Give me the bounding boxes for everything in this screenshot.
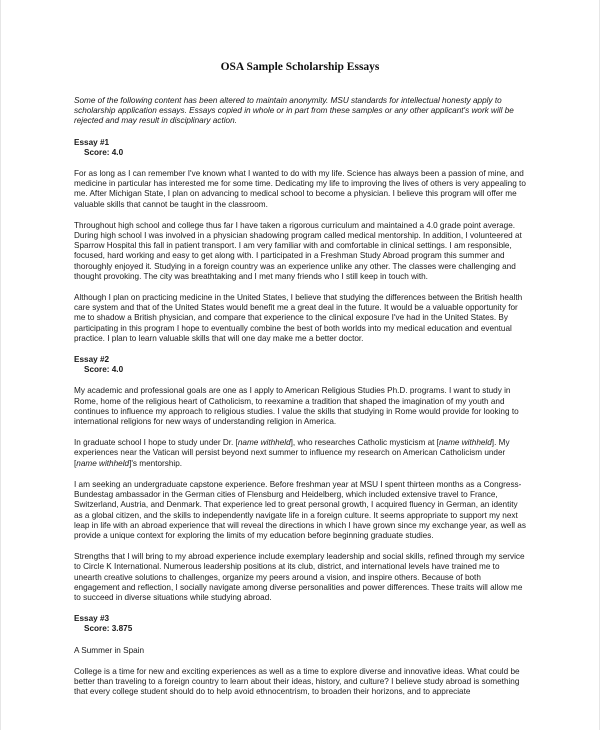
intro-disclaimer: Some of the following content has been altered to maintain anonymity. MSU standards for intellectual honesty apply to scholarship application essays. Essays copied in whole or in part from these samples or any other applicant's work will be rejected and may result in disciplinary action. <box>74 96 514 126</box>
essay-1-paragraph-3: Although I plan on practicing medicine in the United States, I believe that studying the differences between the British health care system and that of the United States would benefit me a great deal in the future. It would be a valuable opportunity for me to shadow a British physician, and compare that experience to the clinical exposure I've had in the United States. By participating in this program I hope to eventually combine the best of both worlds into my medical education and eventual practice. I plan to learn valuable skills that will one day make me a better doctor. <box>74 293 523 343</box>
essay-3-score: Score: 3.875 <box>84 624 133 634</box>
essay-2-paragraph-1: My academic and professional goals are one as I apply to American Religious Studies Ph.D. programs. I want to study in Rome, home of the religious heart of Catholicism, to reexamine a tradition that shaped the imagination of my youth and continues to influence my approach to religious studies. I value the skills that studying in Rome would provide for looking to international religions for new ways of understanding religion in America. <box>74 386 519 427</box>
essay-1-header <box>74 138 526 158</box>
essay-2-p2-text-b: ], who researches Catholic mysticism at [ <box>290 438 439 448</box>
essay-2-paragraph-4: Strengths that I will bring to my abroad experience include exemplary leadership and social skills, refined through my service to Circle K International. Numerous leadership positions at its club, district, and international levels have trained me to unearth creative solutions to challenges, organize my peers around a vision, and inspire others. Because of both engagement and reflection, I socially navigate among diverse personalities and power differences. These traits will allow me to succeed in diverse situations while studying abroad. <box>74 552 525 602</box>
essay-3-header <box>74 614 526 634</box>
essay-1-score: Score: 4.0 <box>84 147 124 157</box>
essay-3-paragraph-1: College is a time for new and exciting experiences as well as a time to explore diverse and innovative ideas. What could be better than traveling to a foreign country to learn about their ideas, history, and culture? I believe study abroad is something that every college student should do to help avoid ethnocentrism, to broaden their horizons, and to appreciate <box>74 666 520 697</box>
document-title: OSA Sample Scholarship Essays <box>220 61 380 73</box>
essay-2-p2-text-c: ]. My experiences near the Vatican will persist beyond next summer to influence my research on American Catholicism under [ <box>74 438 510 468</box>
essay-2-header <box>74 355 526 375</box>
essay-2-p2-text-a: In graduate school I hope to study under Dr. [ <box>74 438 238 448</box>
essay-3-subtitle: A Summer in Spain <box>74 645 145 655</box>
essay-2-paragraph-2 <box>74 438 526 469</box>
withheld-name-2: name withheld <box>439 438 492 448</box>
essay-2-p2-text-d: ]'s mentorship. <box>129 458 183 468</box>
withheld-name-3: name withheld <box>76 458 130 468</box>
withheld-name-1: name withheld <box>237 438 291 448</box>
essay-2-paragraph-3: I am seeking an undergraduate capstone experience. Before freshman year at MSU I spent thirteen months as a Congress-Bundestag ambassador in the German cities of Flensburg and Heidelberg, which included extensive travel to France, Switzerland, Austria, and Denmark. That experience led to great personal growth, I acquired fluency in German, an identity as a global citizen, and the skills to independently navigate life in a foreign culture. It seems appropriate to support my next leap in life with an abroad experience that will reveal the directions in which I have grown since my exchange year, as well as provide a unique context for exploring the limits of my education before beginning graduate studies. <box>74 479 526 540</box>
essay-2-score: Score: 4.0 <box>84 365 124 375</box>
essay-1-paragraph-2: Throughout high school and college thus far I have taken a rigorous curriculum and maintained a 4.0 grade point average. During high school I was involved in a physician shadowing program called medical mentorship. In addition, I volunteered at Sparrow Hospital this fall in patient transport. I am very familiar with and comfortable in clinical settings. I am responsible, focused, hard working and easy to get along with. I participated in a Freshman Study Abroad program this summer and thoroughly enjoyed it. Studying in a foreign country was an experience unlike any other. The classes were challenging and thought provoking. The city was breathtaking and I met many friends who I still keep in touch with. <box>74 220 522 281</box>
essay-2-heading: Essay #2 <box>74 355 110 365</box>
essay-1-heading: Essay #1 <box>74 137 110 147</box>
essay-1-paragraph-1: For as long as I can remember I've known what I wanted to do with my life. Science has always been a passion of mine, and medicine in particular has interested me for some time. Dedicating my life to improving the lives of others is very appealing to me. After Michigan State, I plan on advancing to medical school to become a physician. I believe this program will offer me valuable skills that cannot be taught in the classroom. <box>74 169 526 209</box>
essay-3-heading: Essay #3 <box>74 614 110 624</box>
